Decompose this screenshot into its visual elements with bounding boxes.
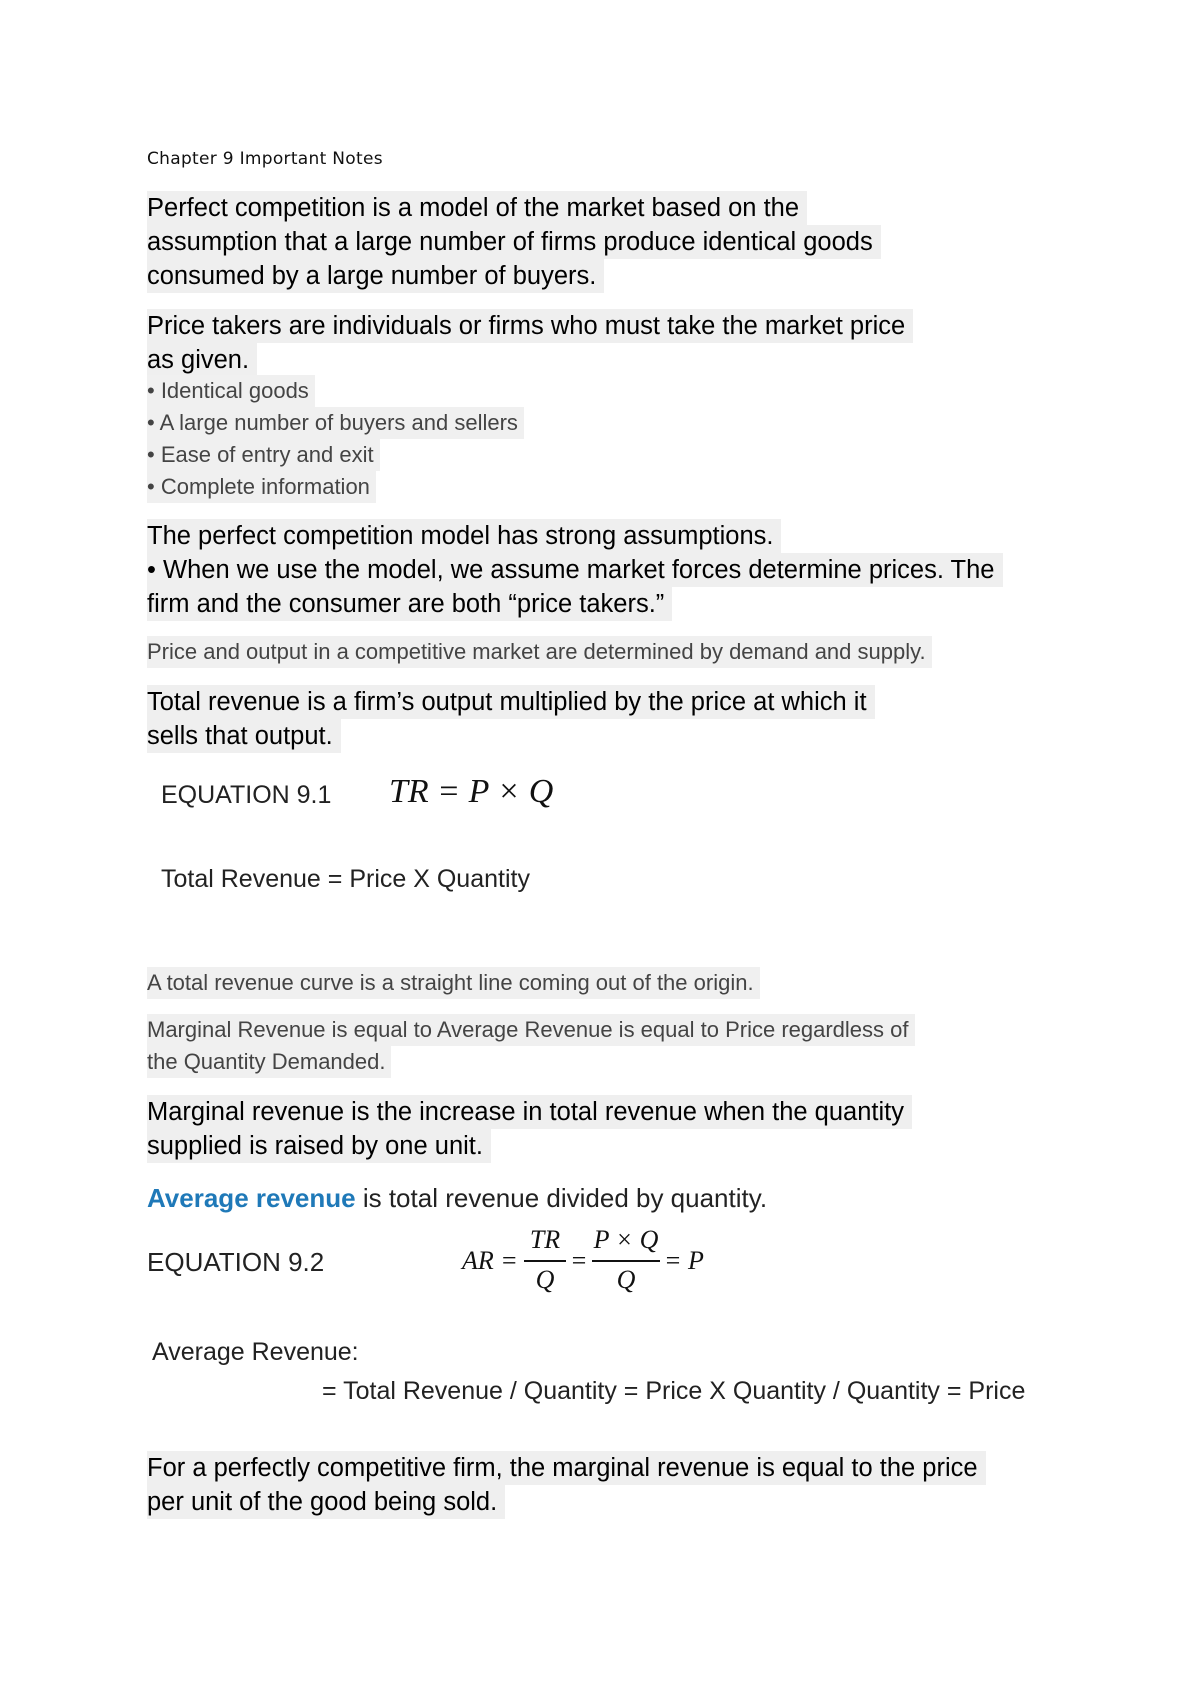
equation-9-2-ar: AR = bbox=[462, 1246, 518, 1275]
text-line: Total revenue is a firm’s output multiplied by the price at which it bbox=[147, 685, 875, 719]
average-revenue-label: Average Revenue: bbox=[152, 1338, 359, 1366]
equation-9-2-numerator-1: TR bbox=[529, 1225, 561, 1254]
text-line: supplied is raised by one unit. bbox=[147, 1129, 491, 1163]
page-title: Chapter 9 Important Notes bbox=[147, 149, 383, 169]
text-line: • When we use the model, we assume market forces determine prices. The bbox=[147, 553, 1003, 587]
text-line: Price and output in a competitive market are determined by demand and supply. bbox=[147, 636, 932, 668]
text-line: per unit of the good being sold. bbox=[147, 1485, 505, 1519]
equation-9-2-denominator-1: Q bbox=[535, 1265, 555, 1294]
equation-9-2-denominator-2: Q bbox=[616, 1265, 636, 1294]
paragraph-mr-equals-price bbox=[147, 1451, 986, 1519]
average-revenue-rest: is total revenue divided by quantity. bbox=[355, 1183, 768, 1213]
equation-9-2-numerator-2: P × Q bbox=[593, 1225, 659, 1254]
text-line: The perfect competition model has strong assumptions. bbox=[147, 519, 781, 553]
equation-9-2-label: EQUATION 9.2 bbox=[147, 1247, 325, 1277]
paragraph-mr-ar-price bbox=[147, 1014, 915, 1078]
list-item: • Ease of entry and exit bbox=[147, 439, 380, 471]
list-item: • Complete information bbox=[147, 471, 376, 503]
paragraph-price-output bbox=[147, 636, 932, 668]
equation-9-2-tail: = P bbox=[664, 1246, 704, 1275]
list-item: • A large number of buyers and sellers bbox=[147, 407, 524, 439]
equation-9-1-text: Total Revenue = Price X Quantity bbox=[161, 865, 530, 893]
text-line: sells that output. bbox=[147, 719, 341, 753]
text-line: as given. bbox=[147, 343, 257, 377]
text-line: Price takers are individuals or firms who must take the market price bbox=[147, 309, 913, 343]
text-line: Marginal revenue is the increase in total revenue when the quantity bbox=[147, 1095, 912, 1129]
text-line: Perfect competition is a model of the market based on the bbox=[147, 191, 807, 225]
paragraph-marginal-revenue bbox=[147, 1095, 912, 1163]
paragraph-perfect-competition bbox=[147, 191, 881, 293]
text-line: assumption that a large number of firms produce identical goods bbox=[147, 225, 881, 259]
list-item: • Identical goods bbox=[147, 375, 315, 407]
text-line: For a perfectly competitive firm, the marginal revenue is equal to the price bbox=[147, 1451, 986, 1485]
fraction-bar bbox=[592, 1260, 660, 1262]
paragraph-total-revenue bbox=[147, 685, 875, 753]
text-line: A total revenue curve is a straight line coming out of the origin. bbox=[147, 967, 760, 999]
average-revenue-term: Average revenue bbox=[147, 1183, 356, 1213]
text-line: the Quantity Demanded. bbox=[147, 1046, 391, 1078]
text-line: consumed by a large number of buyers. bbox=[147, 259, 604, 293]
equation-9-2-equals: = bbox=[570, 1246, 588, 1275]
text-line: firm and the consumer are both “price takers.” bbox=[147, 587, 672, 621]
assumptions-list bbox=[147, 375, 524, 503]
equation-9-1-formula: TR = P × Q bbox=[389, 773, 554, 810]
paragraph-revenue-curve bbox=[147, 967, 760, 999]
average-revenue-definition bbox=[147, 1183, 767, 1214]
text-line: Marginal Revenue is equal to Average Revenue is equal to Price regardless of bbox=[147, 1014, 915, 1046]
paragraph-price-takers bbox=[147, 309, 913, 377]
equation-9-1-label: EQUATION 9.1 bbox=[161, 781, 332, 809]
paragraph-strong-assumptions bbox=[147, 519, 1003, 621]
average-revenue-derivation: = Total Revenue / Quantity = Price X Quantity / Quantity = Price bbox=[322, 1377, 1026, 1405]
fraction-bar bbox=[524, 1260, 566, 1262]
